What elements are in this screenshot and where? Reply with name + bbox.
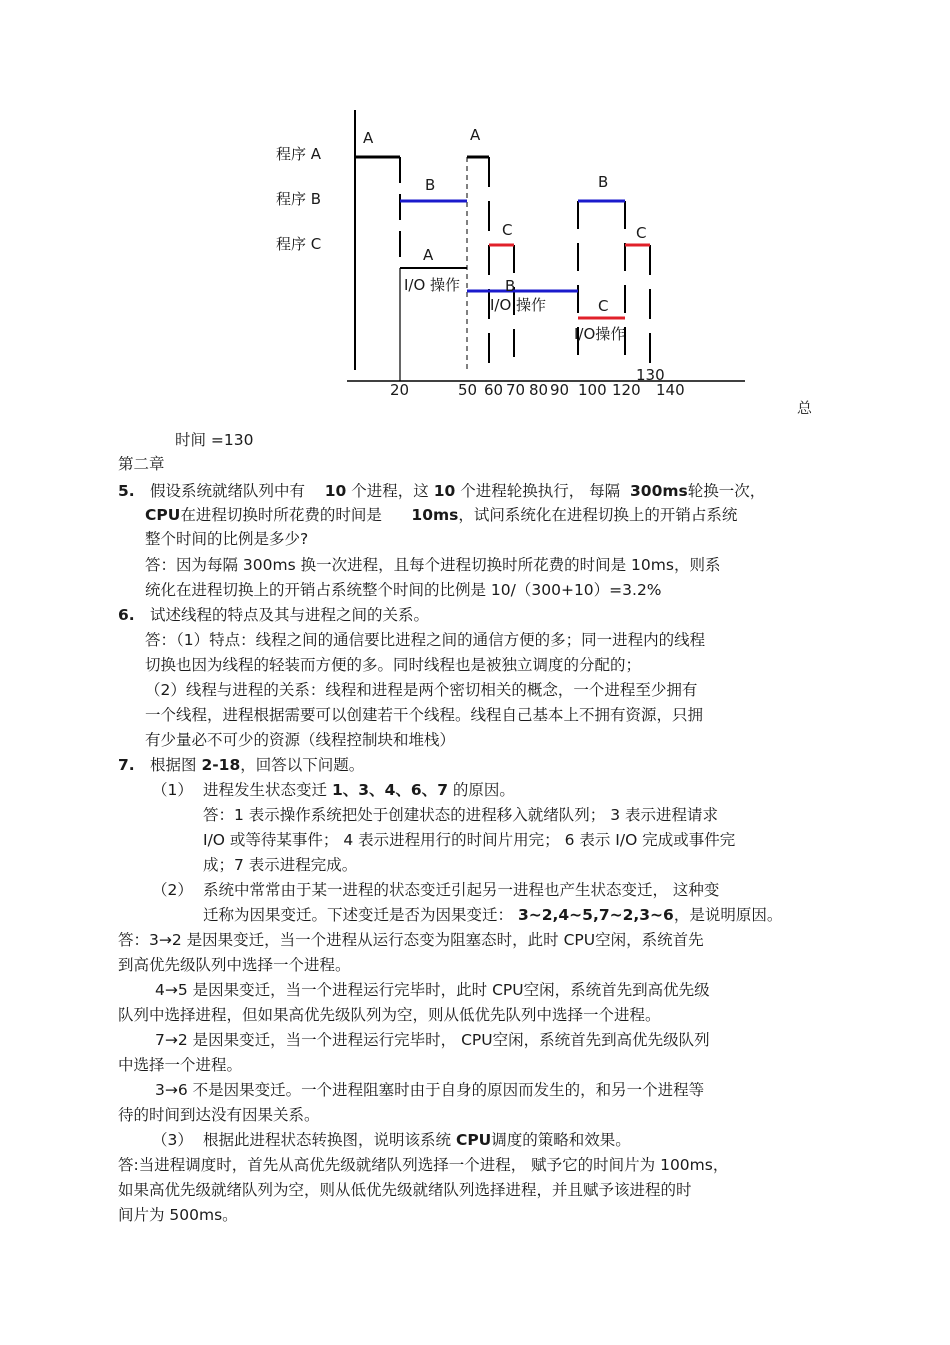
q7-part2-answer7: 3→6 不是因果变迁。一个进程阻塞时由于自身的原因而发生的，和另一个进程等: [155, 1081, 705, 1099]
row-label-a: 程序 A: [276, 145, 322, 163]
total-char: 总: [797, 399, 813, 417]
row-label-b: 程序 B: [276, 190, 322, 208]
q7-part3-number: （3）: [152, 1131, 193, 1149]
q7-part3-answer1: 答:当进程调度时，首先从高优先级就绪队列选择一个进程， 赋予它的时间片为 100ms，: [118, 1156, 729, 1174]
tick-120: 120: [612, 381, 641, 399]
q6-answer3: （2）线程与进程的关系：线程和进程是两个密切相关的概念，一个进程至少拥有: [145, 681, 698, 699]
q6-question: 试述线程的特点及其与进程之间的关系。: [150, 606, 430, 624]
q7-part1-number: （1）: [152, 781, 193, 799]
total-time: 时间 =130: [175, 431, 254, 449]
io-text-c: I/O操作: [574, 325, 626, 343]
q5-line3: 整个时间的比例是多少?: [145, 530, 309, 548]
q6-number: 6.: [118, 606, 135, 624]
io-text-a: I/O 操作: [404, 276, 461, 294]
label-a1: A: [363, 129, 374, 147]
q7-part2-answer8: 待的时间到达没有因果关系。: [118, 1106, 320, 1124]
label-c1: C: [502, 221, 513, 239]
row-label-c: 程序 C: [276, 235, 322, 253]
q5-answer1: 答：因为每隔 300ms 换一次进程，且每个进程切换时所花费的时间是 10ms，则系: [145, 556, 721, 574]
tick-20: 20: [390, 381, 410, 399]
q5-answer2: 统化在进程切换上的开销占系统整个时间的比例是 10/（300+10）=3.2%: [145, 581, 662, 599]
timing-diagram: [0, 0, 950, 430]
io-label-a: A: [423, 246, 434, 264]
q7-part3-question: 根据此进程状态转换图，说明该系统 CPU调度的策略和效果。: [203, 1131, 631, 1149]
q7-part3-answer3: 间片为 500ms。: [118, 1206, 238, 1224]
tick-130: 130: [636, 366, 665, 384]
tick-80: 80: [529, 381, 549, 399]
q6-answer4: 一个线程，进程根据需要可以创建若干个线程。线程自己基本上不拥有资源，只拥: [145, 706, 704, 724]
io-label-c: C: [598, 297, 609, 315]
q5-line1: 假设系统就绪队列中有 10 个进程，这 10 个进程轮换执行， 每隔 300ms轮换一次，: [150, 482, 766, 500]
tick-60: 60: [484, 381, 504, 399]
io-text-b: I/O 操作: [490, 296, 547, 314]
tick-50: 50: [458, 381, 478, 399]
label-c2: C: [636, 224, 647, 242]
q7-number: 7.: [118, 756, 135, 774]
q6-answer2: 切换也因为线程的轻装而方便的多。同时线程也是被独立调度的分配的；: [145, 656, 642, 674]
io-label-b: B: [505, 277, 516, 295]
q7-part2-question1: 系统中常常由于某一进程的状态变迁引起另一进程也产生状态变迁， 这种变: [203, 881, 720, 899]
q7-part1-answer1: 答：1 表示操作系统把处于创建状态的进程移入就绪队列； 3 表示进程请求: [203, 806, 719, 824]
q7-part2-question2: 迁称为因果变迁。下述变迁是否为因果变迁： 3~2,4~5,7~2,3~6，是说明原因。: [203, 906, 783, 924]
tick-70: 70: [506, 381, 526, 399]
tick-90: 90: [550, 381, 570, 399]
q7-intro: 根据图 2-18，回答以下问题。: [150, 756, 365, 774]
label-b2: B: [598, 173, 609, 191]
q6-answer5: 有少量必不可少的资源（线程控制块和堆栈）: [145, 731, 456, 749]
q5-line2: CPU在进程切换时所花费的时间是 10ms，试问系统化在进程切换上的开销占系统: [145, 506, 738, 524]
q7-part2-answer4: 队列中选择进程，但如果高优先级队列为空，则从低优先队列中选择一个进程。: [118, 1006, 661, 1024]
q7-part3-answer2: 如果高优先级就绪队列为空，则从低优先级就绪队列选择进程，并且赋予该进程的时: [118, 1181, 692, 1199]
tick-100: 100: [578, 381, 607, 399]
chapter-title: 第二章: [118, 455, 165, 473]
q7-part1-answer2: I/O 或等待某事件； 4 表示进程用行的时间片用完； 6 表示 I/O 完成或事件完: [203, 831, 736, 849]
label-b1: B: [425, 176, 436, 194]
q7-part2-answer5: 7→2 是因果变迁，当一个进程运行完毕时， CPU空闲，系统首先到高优先级队列: [155, 1031, 710, 1049]
q7-part2-number: （2）: [152, 881, 193, 899]
q7-part2-answer2: 到高优先级队列中选择一个进程。: [118, 956, 351, 974]
q7-part1-question: 进程发生状态变迁 1、3、4、6、7 的原因。: [203, 781, 515, 799]
q7-part2-answer3: 4→5 是因果变迁，当一个进程运行完毕时，此时 CPU空闲，系统首先到高优先级: [155, 981, 710, 999]
q7-part1-answer3: 成；7 表示进程完成。: [203, 856, 358, 874]
q7-part2-answer6: 中选择一个进程。: [118, 1056, 243, 1074]
q6-answer1: 答：（1）特点：线程之间的通信要比进程之间的通信方便的多；同一进程内的线程: [145, 631, 706, 649]
q7-part2-answer1: 答：3→2 是因果变迁，当一个进程从运行态变为阻塞态时，此时 CPU空闲，系统首先: [118, 931, 704, 949]
q5-number: 5.: [118, 482, 135, 500]
label-a2: A: [470, 126, 481, 144]
tick-140: 140: [656, 381, 685, 399]
